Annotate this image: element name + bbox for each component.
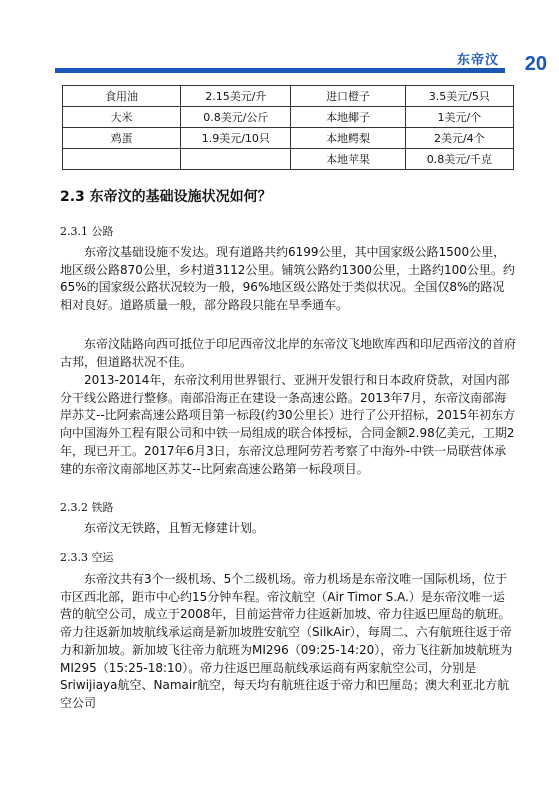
table-cell: 本地苹果	[291, 149, 405, 170]
table-cell	[63, 149, 181, 170]
table-row	[63, 149, 514, 170]
table-cell: 2.15美元/升	[181, 86, 291, 107]
paragraph: 东帝汶陆路向西可抵位于印尼西帝汶北岸的东帝汶飞地欧库西和印尼西帝汶的首府古邦，但道路状况不佳。	[60, 337, 517, 369]
running-header-title: 东帝汶	[456, 53, 499, 68]
table-cell: 进口橙子	[291, 86, 405, 107]
paragraph: 东帝汶无铁路，且暂无修建计划。	[84, 521, 265, 535]
table-cell: 鸡蛋	[63, 128, 181, 149]
subsection-title-air: 2.3.3 空运	[60, 551, 114, 564]
page-number: 20	[524, 53, 547, 75]
table-cell: 本地鳄梨	[291, 128, 405, 149]
table-cell: 1.9美元/10只	[181, 128, 291, 149]
table-cell: 食用油	[63, 86, 181, 107]
table-cell: 2美元/4个	[405, 128, 513, 149]
section-title: 2.3 东帝汶的基础设施状况如何？	[60, 189, 272, 205]
paragraph: 东帝汶共有3个一级机场、5个二级机场。帝力机场是东帝汶唯一国际机场，位于市区西北部，距市中心约15分钟车程。帝汶航空（Air Timor S.A.）是东帝汶唯一运营的航空公司，成立于2008年，目前运营帝力往返新加坡、帝力往返巴厘岛的航班。帝力往返新加坡航线承运商是新加坡胜安航空（SilkAir），每周二、六有航班往返于帝力和新加坡。新加坡飞往帝力航班为MI296（09:25-14:20），帝力飞往新加坡航班为MI295（15:25-18:10）。帝力往返巴厘岛航线承运商有两家航空公司，分别是Sriwijiaya航空、Namair航空，每天均有航班往返于帝力和巴厘岛；澳大利亚北方航空公司	[60, 572, 513, 710]
header-rule	[55, 68, 505, 73]
table-cell: 1美元/个	[405, 107, 513, 128]
table-row	[63, 86, 514, 107]
price-table	[62, 85, 514, 170]
table-cell: 3.5美元/5只	[405, 86, 513, 107]
table-row	[63, 107, 514, 128]
table-cell	[181, 149, 291, 170]
table-cell: 0.8美元/千克	[405, 149, 513, 170]
table-cell: 本地椰子	[291, 107, 405, 128]
paragraph: 东帝汶基础设施不发达。现有道路共约6199公里，其中国家级公路1500公里，地区级公路870公里，乡村道3112公里。铺筑公路约1300公里，土路约100公里。约65%的国家级公路状况较为一般，96%地区级公路处于类似状况。全国仅8%的路况相对良好。道路质量一般，部分路段只能在旱季通车。	[60, 245, 515, 313]
subsection-title-roads: 2.3.1 公路	[60, 225, 114, 238]
subsection-title-railway: 2.3.2 铁路	[60, 501, 114, 514]
paragraph: 2013-2014年，东帝汶利用世界银行、亚洲开发银行和日本政府贷款，对国内部分干线公路进行整修。南部沿海正在建设一条高速公路。2013年7月，东帝汶南部海岸苏艾--比阿索高速公路项目第一标段(约30公里长）进行了公开招标，2015年初东方向中国海外工程有限公司和中铁一局组成的联合体授标，合同金额2.98亿美元，工期2年，现已开工。2017年6月3日，东帝汶总理阿劳若考察了中海外-中铁一局联营体承建的东帝汶南部地区苏艾--比阿索高速公路第一标段项目。	[60, 373, 516, 476]
table-cell: 0.8美元/公斤	[181, 107, 291, 128]
table-row	[63, 128, 514, 149]
table-cell: 大米	[63, 107, 181, 128]
